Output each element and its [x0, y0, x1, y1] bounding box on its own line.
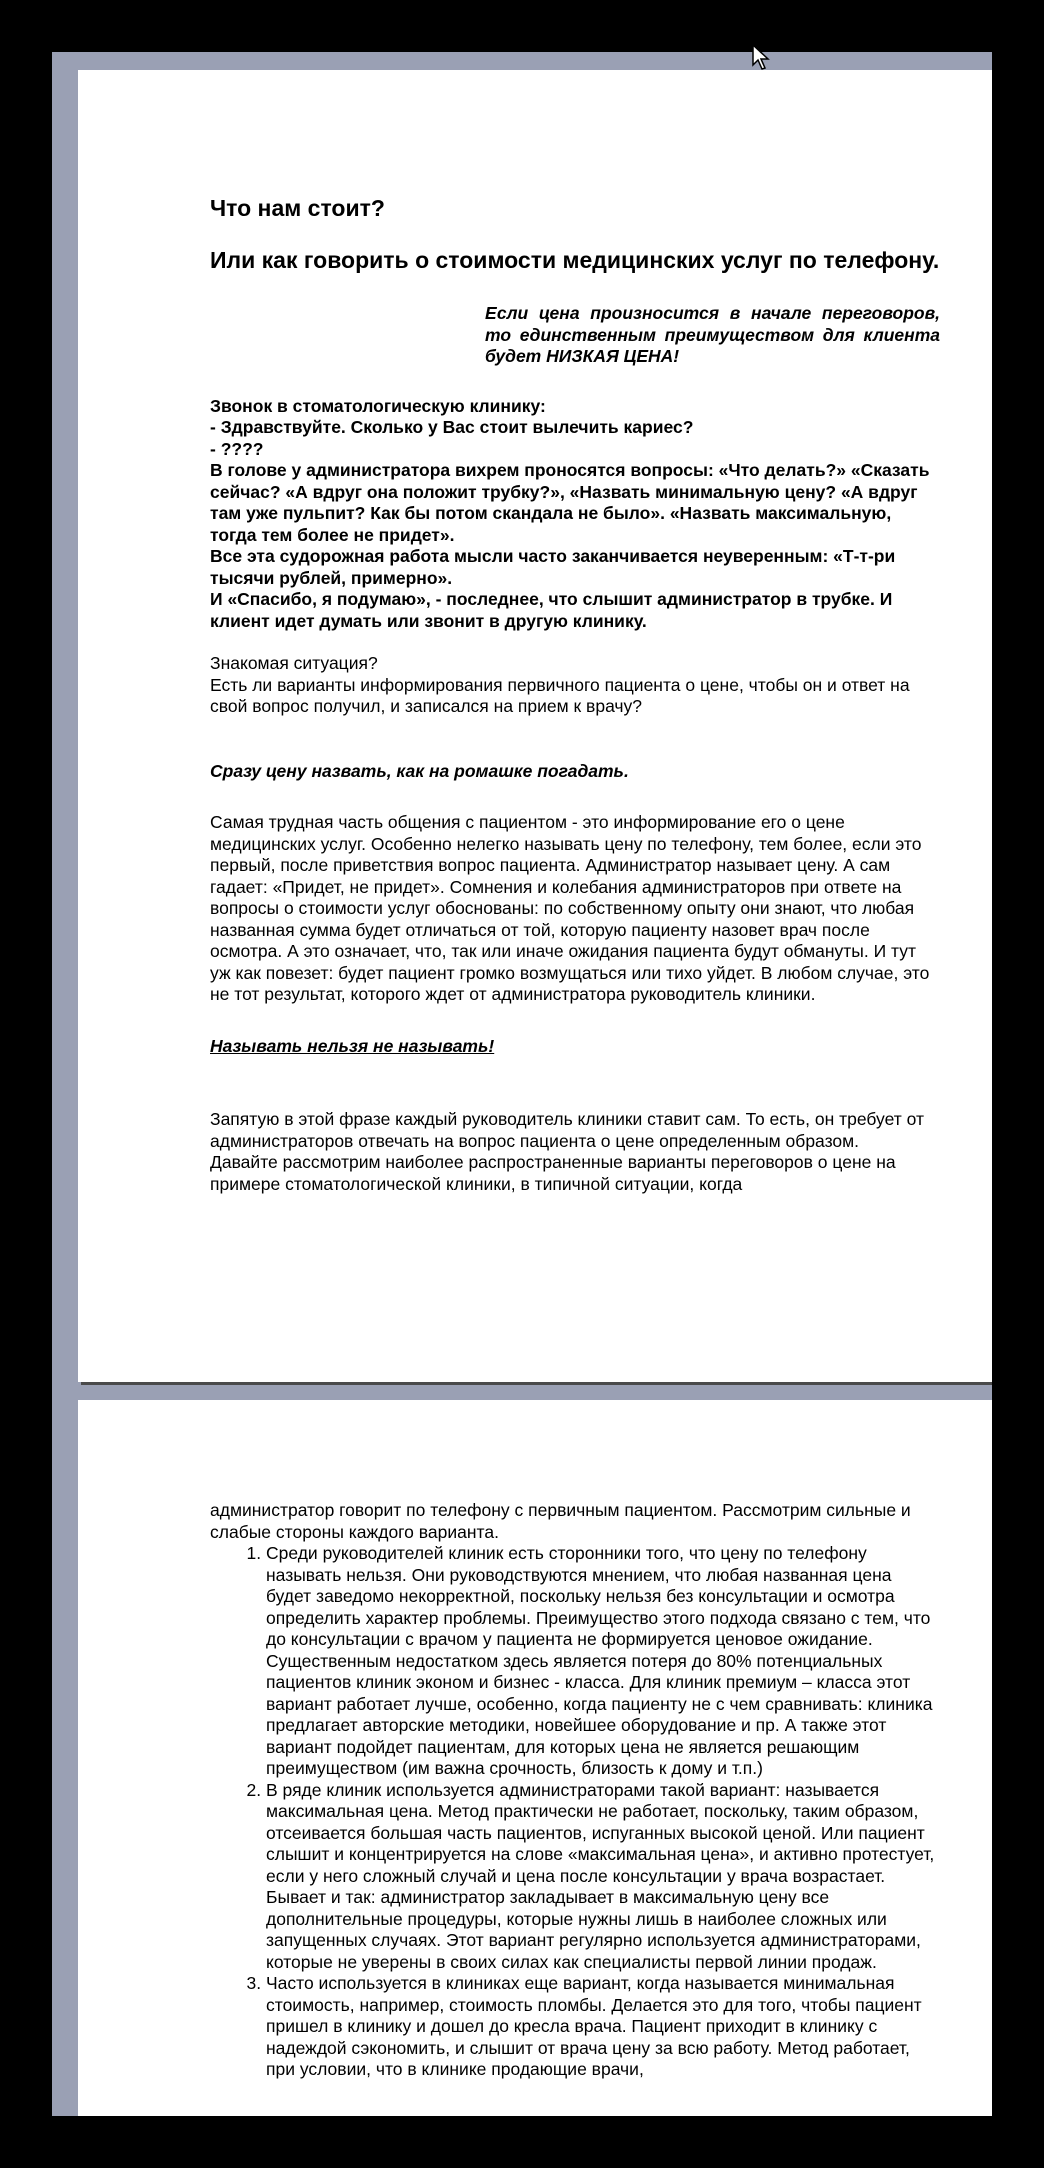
dialog-line: - ???? [210, 438, 264, 459]
document-page-2 [78, 1400, 992, 2116]
document-workspace [52, 52, 992, 2116]
dialog-line: - Здравствуйте. Сколько у Вас стоит вылечить кариес? [210, 417, 694, 437]
dialog-line: Звонок в стоматологическую клинику: [210, 395, 546, 416]
section-heading-2: Называть нельзя не называть! [210, 1035, 495, 1056]
page-2-content [210, 1500, 940, 2081]
page-1-content [210, 194, 940, 1195]
list-item: 3. Часто используется в клиниках еще вариант, когда называется минимальная стоимость, например, стоимость пломбы. Делается это для того, чтобы пациент пришел в клинику и дошел до кресла врача. Пациент приходит в клинику с надеждой сэкономить, и слышит от врача цену за всю работу. Метод работает, при условии, что в клинике продающие врачи, [266, 1973, 940, 2081]
dialog-line: Все эта судорожная работа мысли часто заканчивается неуверенным: «Т-т-ри тысячи рублей, примерно». [210, 546, 896, 588]
dialog-block [210, 396, 940, 633]
numbered-list [210, 1543, 940, 2081]
document-title: Что нам стоит? [210, 195, 385, 221]
page-2-intro: администратор говорит по телефону с первичным пациентом. Рассмотрим сильные и слабые стороны каждого варианта. [210, 1500, 911, 1542]
body-paragraph-2: Запятую в этой фразе каждый руководитель клиники ставит сам. То есть, он требует от администраторов отвечать на вопрос пациента о цене определенным образом. [210, 1109, 925, 1151]
list-item: 2. В ряде клиник используется администраторами такой вариант: называется максимальная цена. Метод практически не работает, поскольку, таким образом, отсеивается большая часть пациентов, испуганных высокой ценой. Или пациент слышит и концентрируется на слове «максимальная цена», и активно протестует, если у него сложный случай и цена после консультации у врача возрастает. Бывает и так: администратор закладывает в максимальную цену все дополнительные процедуры, которые нужны лишь в наиболее сложных или запущенных случаях. Этот вариант регулярно используется администраторами, которые не уверены в своих силах как специалисты первой линии продаж. [266, 1780, 940, 1974]
list-item: 1. Среди руководителей клиник есть сторонники того, что цену по телефону называть нельзя. Они руководствуются мнением, что любая названная цена будет заведомо некорректной, поскольку нельзя без консультации и осмотра определить характер проблемы. Преимущество этого подхода связано с тем, что до консультации с врачом у пациента не формируется ценовое ожидание. Существенным недостатком здесь является потеря до 80% потенциальных пациентов клиник эконом и бизнес - класса. Для клиник премиум – класса этот вариант работает лучше, особенно, когда пациенту не с чем сравнивать: клиника предлагает авторские методики, новейшее оборудование и пр. А также этот вариант подойдет пациентам, для которых цена не является решающим преимуществом (им важна срочность, близость к дому и т.п.) [266, 1543, 940, 1780]
document-subtitle: Или как говорить о стоимости медицинских услуг по телефону. [210, 247, 940, 273]
mouse-pointer-icon [752, 44, 772, 72]
dialog-line: И «Спасибо, я подумаю», - последнее, что слышит администратор в трубке. И клиент идет думать или звонит в другую клинику. [210, 589, 893, 631]
dialog-line: В голове у администратора вихрем проносятся вопросы: «Что делать?» «Сказать сейчас? «А вдруг она положит трубку?», «Назвать минимальную цену? «А вдруг там уже пульпит? Как бы потом скандала не было». «Назвать максимальную, тогда тем более не придет». [210, 460, 930, 545]
situation-block [210, 653, 940, 718]
document-page-1 [78, 70, 992, 1382]
situation-question: Знакомая ситуация? [210, 653, 378, 673]
section-heading-1: Сразу цену назвать, как на ромашке погадать. [210, 760, 629, 781]
epigraph: Если цена произносится в начале переговоров, то единственным преимуществом для клиента будет НИЗКАЯ ЦЕНА! [485, 303, 940, 366]
situation-text: Есть ли варианты информирования первичного пациента о цене, чтобы он и ответ на свой вопрос получил, и записался на прием к врачу? [210, 674, 910, 716]
body-paragraph-3: Давайте рассмотрим наиболее распространенные варианты переговоров о цене на примере стоматологической клиники, в типичной ситуации, когда [210, 1152, 896, 1194]
body-paragraph-1: Самая трудная часть общения с пациентом - это информирование его о цене медицинских услуг. Особенно нелегко называть цену по телефону, тем более, если это первый, после приветствия вопрос пациента. Администратор называет цену. А сам гадает: «Придет, не придет». Сомнения и колебания администраторов при ответе на вопросы о стоимости услуг обоснованы: по собственному опыту они знают, что любая названная сумма будет отличаться от той, которую пациенту назовет врач после осмотра. А это означает, что, так или иначе ожидания пациента будут обмануты. И тут уж как повезет: будет пациент громко возмущаться или тихо уйдет. В любом случае, это не тот результат, которого ждет от администратора руководитель клиники. [210, 812, 930, 1004]
